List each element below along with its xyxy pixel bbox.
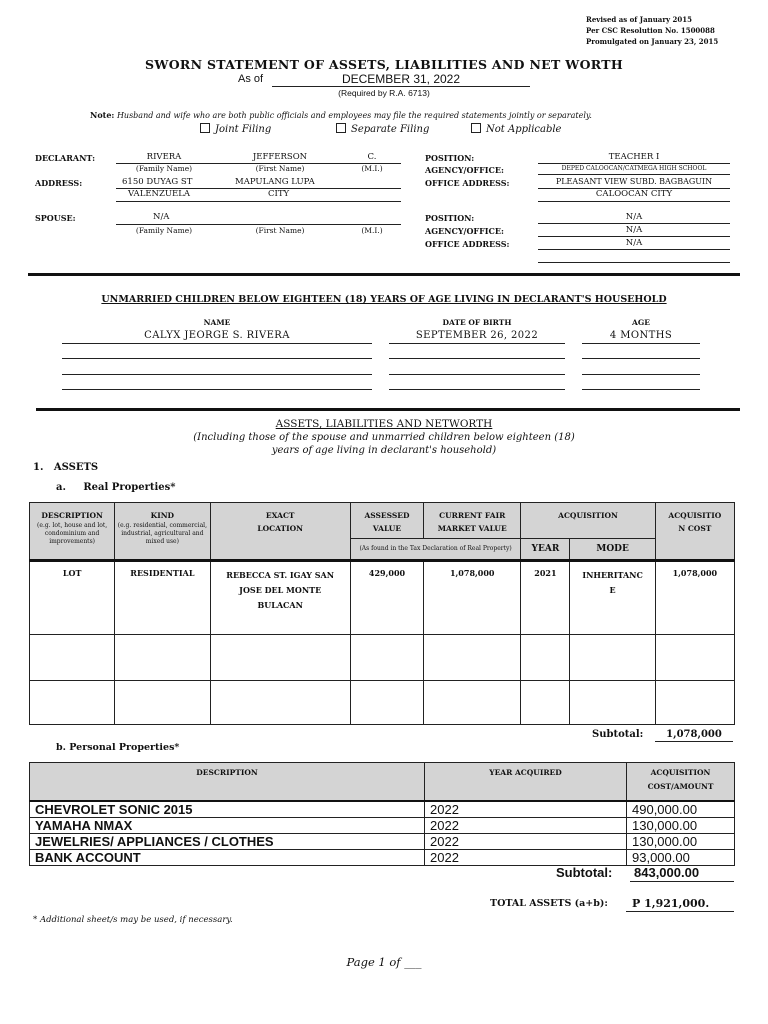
children-dob-header: DATE OF BIRTH [442, 318, 512, 327]
table-row [30, 635, 735, 681]
spouse-label: SPOUSE: [35, 213, 76, 223]
spouse-name-line [116, 224, 401, 225]
total-assets-line [626, 911, 734, 912]
spouse-agency-value: N/A [625, 225, 643, 235]
required-by: (Required by R.A. 6713) [338, 88, 430, 98]
header-kind-label: KIND [150, 511, 175, 520]
personal-row-cost: 490,000.00 [627, 801, 735, 818]
address-city-label: CITY [268, 189, 290, 199]
header-mode: MODE [570, 539, 655, 561]
row-kind: RESIDENTIAL [115, 561, 210, 635]
header-location-label-1: EXACT [265, 511, 295, 520]
checkbox-icon[interactable] [471, 123, 481, 133]
assets-heading: 1. ASSETS [33, 462, 99, 473]
personal-subtotal-value: 843,000.00 [634, 865, 700, 880]
office-address-line-1: PLEASANT VIEW SUBD. BAGBAGUIN [555, 177, 713, 186]
page-title: SWORN STATEMENT OF ASSETS, LIABILITIES AND NET WORTH [145, 57, 623, 72]
child-dob: SEPTEMBER 26, 2022 [415, 330, 539, 341]
child-name-line-1 [62, 343, 372, 344]
header-cost-label-2: N COST [678, 524, 712, 533]
row-mode-line-1: INHERITANC [582, 570, 643, 580]
header-fair-label-1: CURRENT FAIR [439, 511, 506, 520]
real-properties-heading: a. Real Properties* [56, 482, 176, 493]
checkbox-icon[interactable] [200, 123, 210, 133]
personal-header-cost [627, 763, 735, 801]
address-city: VALENZUELA [128, 189, 191, 199]
spouse-mi-caption: (M.I.) [361, 226, 383, 235]
row-location [210, 561, 350, 635]
personal-subtotal-line [630, 881, 734, 882]
header-kind [115, 503, 210, 561]
personal-subtotal-label: Subtotal: [556, 865, 613, 880]
spouse-family-caption: (Family Name) [135, 226, 193, 235]
agency-line [538, 174, 730, 175]
table-row [30, 849, 735, 865]
not-applicable-option[interactable] [471, 123, 561, 135]
real-properties-table [29, 502, 735, 725]
revision-line-2: Per CSC Resolution No. 1500088 [586, 26, 715, 35]
revision-note [586, 14, 718, 47]
spouse-first-caption: (First Name) [255, 226, 305, 235]
row-cost: 1,078,000 [655, 561, 734, 635]
child-dob-line-4 [389, 389, 565, 390]
footnote: * Additional sheet/s may be used, if necessary. [33, 915, 233, 925]
table-row [30, 801, 735, 818]
agency-label: AGENCY/OFFICE: [425, 165, 504, 175]
separate-filing-option[interactable] [336, 123, 429, 135]
aln-heading: ASSETS, LIABILITIES AND NETWORTH [275, 418, 493, 430]
mi-caption: (M.I.) [361, 164, 383, 173]
personal-header-year-label: YEAR ACQUIRED [489, 768, 562, 777]
spouse-agency-label: AGENCY/OFFICE: [425, 226, 504, 236]
header-acquisition [521, 503, 655, 539]
row-fair-value: 1,078,000 [424, 561, 521, 635]
child-dob-line-2 [389, 358, 565, 359]
separate-filing-label: Separate Filing [351, 124, 430, 135]
personal-row-cost: 93,000.00 [627, 849, 735, 865]
revision-line-1: Revised as of January 2015 [586, 15, 692, 24]
position-value: TEACHER I [608, 152, 660, 162]
personal-header-year [425, 763, 627, 801]
personal-properties-heading: b. Personal Properties* [56, 742, 180, 753]
child-age: 4 MONTHS [609, 330, 673, 341]
checkbox-icon[interactable] [336, 123, 346, 133]
personal-row-year: 2022 [425, 817, 627, 833]
header-fair-label-2: MARKET VALUE [437, 524, 507, 533]
header-cost [655, 503, 734, 561]
position-label: POSITION: [425, 153, 475, 163]
header-kind-sub: (e.g. residential, commercial, industrial, agricultural and mixed use) [117, 522, 207, 545]
row-location-line-2: JOSE DEL MONTE [239, 585, 322, 595]
as-of-underline [272, 86, 530, 87]
child-dob-line-3 [389, 374, 565, 375]
row-mode-line-2: E [609, 585, 616, 595]
joint-filing-label: Joint Filing [215, 124, 272, 135]
total-assets-label: TOTAL ASSETS (a+b): [490, 898, 608, 909]
first-name-caption: (First Name) [255, 164, 305, 173]
personal-header-cost-label-2: COST/AMOUNT [647, 782, 714, 791]
header-fair-value [424, 503, 521, 539]
header-acquisition-label: ACQUISITION [558, 511, 618, 520]
child-age-line-3 [582, 374, 700, 375]
joint-filing-option[interactable] [200, 123, 271, 135]
personal-row-year: 2022 [425, 849, 627, 865]
declarant-first-name: JEFFERSON [252, 152, 308, 162]
row-assessed: 429,000 [350, 561, 423, 635]
child-dob-line-1 [389, 343, 565, 344]
office-address-label: OFFICE ADDRESS: [425, 178, 510, 188]
personal-row-description: BANK ACCOUNT [30, 849, 425, 865]
address-barangay: MAPULANG LUPA [235, 177, 315, 187]
spouse-office-value: N/A [625, 238, 643, 248]
row-location-line-3: BULACAN [257, 600, 303, 610]
as-of-value: DECEMBER 31, 2022 [341, 72, 461, 86]
header-assessed-label-1: ASSESSED [364, 511, 410, 520]
spouse-name: N/A [153, 212, 170, 222]
personal-row-cost: 130,000.00 [627, 833, 735, 849]
revision-line-3: Promulgated on January 23, 2015 [586, 37, 719, 46]
spouse-position-line [538, 223, 730, 224]
note-text: Husband and wife who are both public officials and employees may file the required statements jointly or separately. [116, 111, 592, 120]
child-name: CALYX JEORGE S. RIVERA [144, 330, 290, 341]
spouse-office-label: OFFICE ADDRESS: [425, 239, 510, 249]
personal-row-description: CHEVROLET SONIC 2015 [30, 801, 425, 818]
header-description-label: DESCRIPTION [41, 511, 103, 520]
spouse-office-line-1 [538, 249, 730, 250]
section-divider-2 [36, 408, 740, 411]
page-number: Page 1 of ___ [346, 955, 422, 969]
header-location [210, 503, 350, 561]
real-subtotal-label: Subtotal: [592, 729, 644, 740]
office-line-2 [538, 201, 730, 202]
address-line-2 [116, 201, 401, 202]
not-applicable-label: Not Applicable [486, 124, 562, 135]
aln-subheading-1: (Including those of the spouse and unmarried children below eighteen (18) [193, 432, 575, 443]
declarant-label: DECLARANT: [35, 153, 96, 163]
as-of-label: As of [238, 73, 264, 85]
total-assets-value: P 1,921,000. [632, 897, 710, 910]
row-year: 2021 [521, 561, 570, 635]
header-location-label-2: LOCATION [257, 524, 304, 533]
personal-header-description [30, 763, 425, 801]
child-name-line-2 [62, 358, 372, 359]
office-address-line-2: CALOOCAN CITY [595, 189, 673, 199]
child-name-line-3 [62, 374, 372, 375]
personal-row-year: 2022 [425, 833, 627, 849]
personal-row-cost: 130,000.00 [627, 817, 735, 833]
header-description [30, 503, 115, 561]
address-label: ADDRESS: [35, 178, 83, 188]
header-description-sub: (e.g. lot, house and lot, condominium and improvements) [37, 522, 108, 545]
table-row [30, 817, 735, 833]
personal-row-year: 2022 [425, 801, 627, 818]
personal-row-description: YAMAHA NMAX [30, 817, 425, 833]
child-age-line-4 [582, 389, 700, 390]
section-divider [28, 273, 740, 276]
personal-header-cost-label-1: ACQUISITION [650, 768, 711, 777]
real-subtotal-line [655, 741, 733, 742]
header-assessed-label-2: VALUE [372, 524, 402, 533]
personal-header-description-label: DESCRIPTION [196, 768, 258, 777]
declarant-mi: C. [367, 152, 377, 162]
row-description: LOT [30, 561, 115, 635]
child-name-line-4 [62, 389, 372, 390]
row-location-line-1: REBECCA ST. IGAY SAN [226, 570, 335, 580]
spouse-position-value: N/A [625, 212, 643, 222]
family-name-caption: (Family Name) [135, 164, 193, 173]
header-fair-note: (As found in the Tax Declaration of Real Property) [350, 539, 520, 561]
real-subtotal-value: 1,078,000 [666, 729, 722, 740]
address-street: 6150 DUYAG ST [122, 177, 193, 187]
children-heading: UNMARRIED CHILDREN BELOW EIGHTEEN (18) YEARS OF AGE LIVING IN DECLARANT'S HOUSEHOLD [101, 294, 667, 305]
agency-value: DEPED CALOOCAN/CATMEGA HIGH SCHOOL [561, 165, 707, 172]
personal-row-description: JEWELRIES/ APPLIANCES / CLOTHES [30, 833, 425, 849]
children-name-header: NAME [203, 318, 231, 327]
note [90, 110, 592, 120]
position-line [538, 163, 730, 164]
table-row [30, 561, 735, 635]
personal-properties-table [29, 762, 735, 866]
children-age-header: AGE [632, 318, 650, 327]
row-mode [570, 561, 655, 635]
header-year: YEAR [521, 539, 570, 561]
table-row [30, 833, 735, 849]
spouse-position-label: POSITION: [425, 213, 475, 223]
declarant-family-name: RIVERA [146, 152, 182, 162]
header-assessed [350, 503, 423, 539]
aln-subheading-2: years of age living in declarant's household) [271, 445, 497, 456]
header-cost-label-1: ACQUISITIO [668, 511, 722, 520]
child-age-line-2 [582, 358, 700, 359]
child-age-line-1 [582, 343, 700, 344]
spouse-office-line-2 [538, 262, 730, 263]
table-row [30, 681, 735, 725]
note-label: Note: [90, 110, 115, 120]
spouse-agency-line [538, 236, 730, 237]
